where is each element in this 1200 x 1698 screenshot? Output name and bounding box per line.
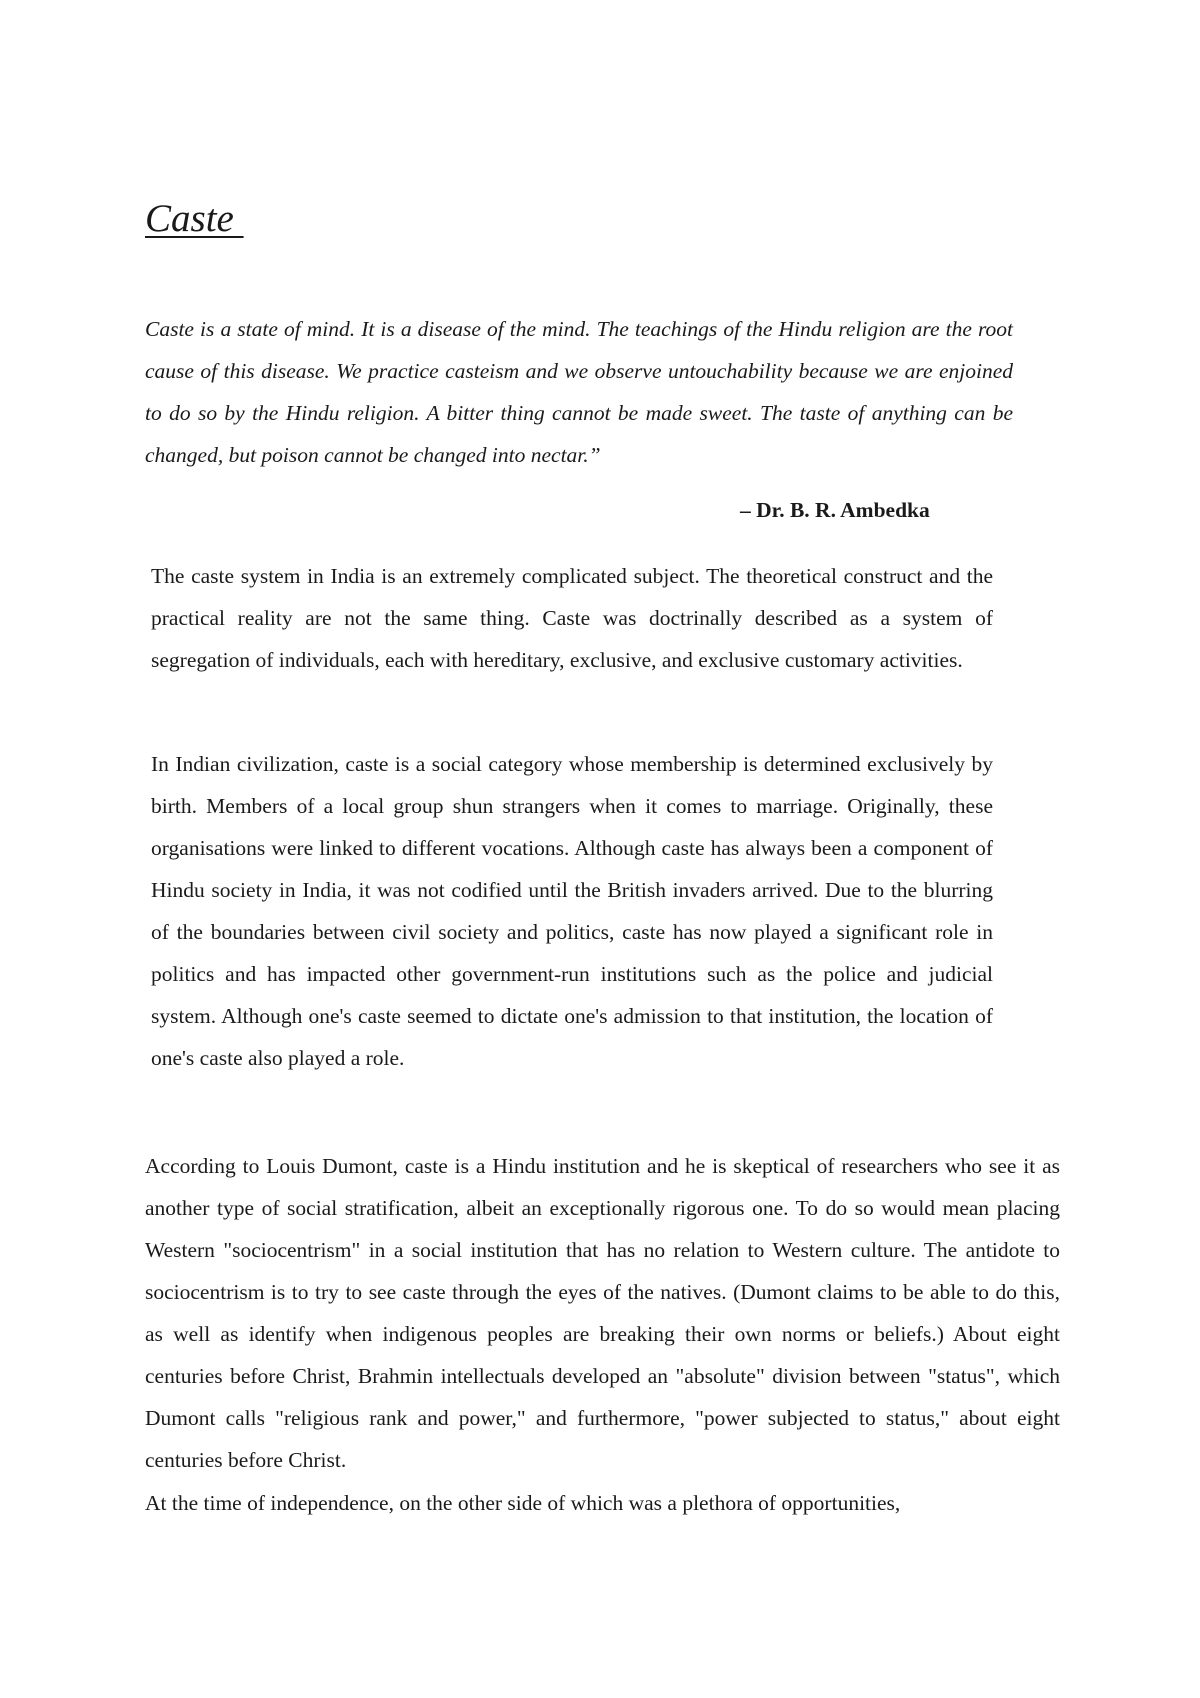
body-paragraph: According to Louis Dumont, caste is a Hindu institution and he is skeptical of researchers who see it as another type of social stratification, albeit an exceptionally rigorous one. To do so would mean placing Western "sociocentrism" in a social institution that has no relation to Western culture. The antidote to sociocentrism is to try to see caste through the eyes of the natives. (Dumont claims to be able to do this, as well as identify when indigenous peoples are breaking their own norms or beliefs.) About eight centuries before Christ, Brahmin intellectuals developed an "absolute" division between "status", which Dumont calls "religious rank and power," and furthermore, "power subjected to status," about eight centuries before Christ. bbox=[145, 1154, 1060, 1472]
epigraph-quote: Caste is a state of mind. It is a disease of the mind. The teachings of the Hindu religion are the root cause of this disease. We practice casteism and we observe untouchability because we are enjoined to do so by the Hindu religion. A bitter thing cannot be made sweet. The taste of anything can be changed, but poison cannot be changed into nectar.” bbox=[145, 317, 1013, 467]
document-title: Caste bbox=[145, 197, 244, 240]
quote-attribution: – Dr. B. R. Ambedka bbox=[740, 498, 930, 522]
body-paragraph: In Indian civilization, caste is a social category whose membership is determined exclusively by birth. Members of a local group shun strangers when it comes to marriage. Originally, these organisations were linked to different vocations. Although caste has always been a component of Hindu society in India, it was not codified until the British invaders arrived. Due to the blurring of the boundaries between civil society and politics, caste has now played a significant role in politics and has impacted other government-run institutions such as the police and judicial system. Although one's caste seemed to dictate one's admission to that institution, the location of one's caste also played a role. bbox=[151, 752, 993, 1070]
body-paragraph: The caste system in India is an extremely complicated subject. The theoretical construct and the practical reality are not the same thing. Caste was doctrinally described as a system of segregation of individuals, each with hereditary, exclusive, and exclusive customary activities. bbox=[151, 564, 993, 672]
body-paragraph: At the time of independence, on the other side of which was a plethora of opportunities, bbox=[145, 1491, 901, 1515]
